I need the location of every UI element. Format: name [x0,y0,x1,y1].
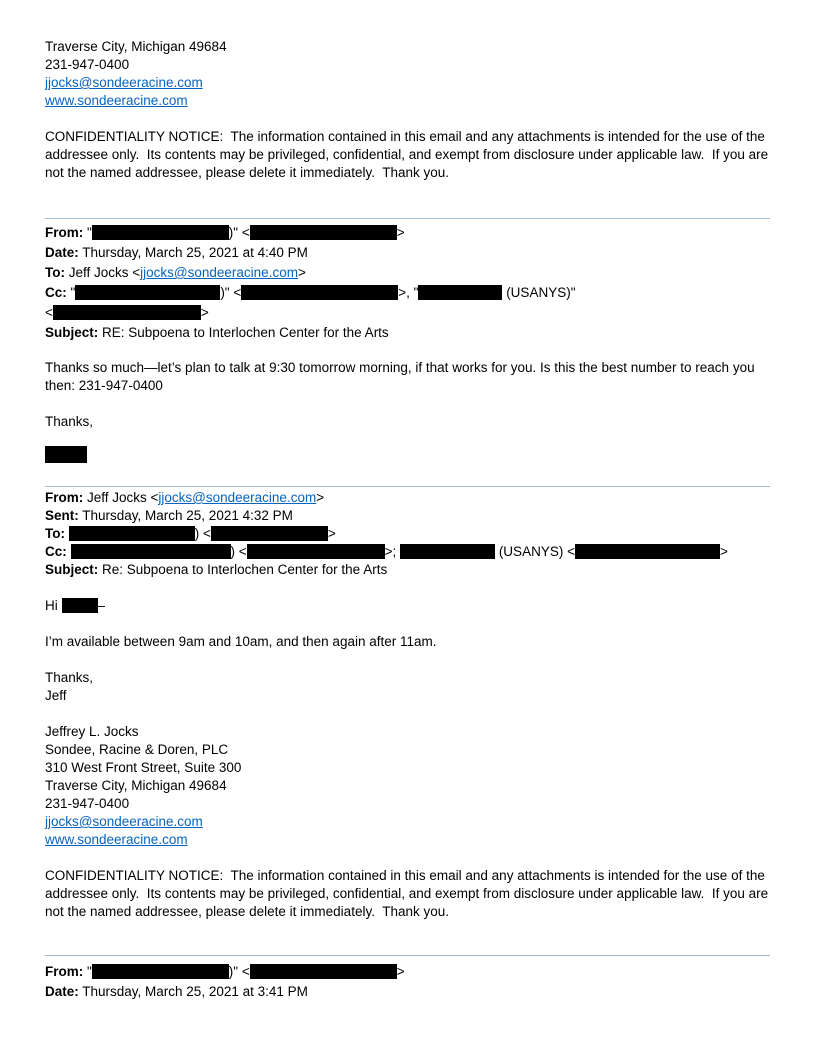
redaction-bar [211,526,328,541]
redaction-bar [575,544,720,559]
field-label: From: [45,964,84,979]
redaction-bar [75,285,220,300]
email-address-link[interactable]: jjocks@sondeeracine.com [45,814,203,829]
signature-name-line: Jeffrey L. Jocks [45,724,139,739]
email1-header [45,223,771,343]
redaction-bar [418,285,502,300]
redaction-bar [250,225,397,240]
field-label: Cc: [45,285,67,300]
field-label: To: [45,526,65,541]
website-link[interactable]: www.sondeeracine.com [45,832,188,847]
field-label: To: [45,265,65,280]
email2-body-line: I’m available between 9am and 10am, and then again after 11am. [45,634,437,649]
body-text-line: Thanks so much—let’s plan to talk at 9:30 tomorrow morning, if that works for you. Is this the best number to reach you [45,360,755,375]
body-text-line: then: 231-947-0400 [45,378,163,393]
to-line: To: ) < > [45,526,336,541]
message-divider [45,486,770,487]
field-label: Cc: [45,544,67,559]
cc-line: Cc: " )" < >, " (USANYS)" [45,285,576,300]
subject-line: Subject: RE: Subpoena to Interlochen Center for the Arts [45,325,389,340]
signature-phone-line: 231-947-0400 [45,57,130,72]
redacted-signature-name [45,446,87,463]
email2-closing [45,669,771,705]
signature-city-line: Traverse City, Michigan 49684 [45,39,227,54]
redaction-bar [247,544,385,559]
field-label: Subject: [45,325,99,340]
cc-line-continued: < > [45,305,209,320]
redaction-bar [92,225,229,240]
field-label: Subject: [45,562,99,577]
redaction-bar [69,526,195,541]
email-address-link[interactable]: jjocks@sondeeracine.com [140,265,298,280]
notice-line: CONFIDENTIALITY NOTICE: The information contained in this email and any attachments is intended for the use of the [45,129,765,144]
date-line: Date: Thursday, March 25, 2021 at 4:40 PM [45,245,308,260]
signature-phone-line: 231-947-0400 [45,796,130,811]
field-label: From: [45,490,84,505]
email2-signature-block [45,723,771,849]
notice-line: not the named addressee, please delete it immediately. Thank you. [45,904,449,919]
message-divider [45,218,770,219]
notice-line: addressee only. Its contents may be privileged, confidential, and exempt from disclosure under applicable law. If you are [45,886,769,901]
notice-line: CONFIDENTIALITY NOTICE: The information contained in this email and any attachments is intended for the use of the [45,868,765,883]
email3-header [45,962,771,1002]
field-label: Date: [45,245,79,260]
email2-greeting: Hi – [45,598,106,613]
subject-line: Subject: Re: Subpoena to Interlochen Center for the Arts [45,562,388,577]
email2-header [45,489,771,579]
redaction-bar [400,544,495,559]
redaction-bar [53,305,201,320]
redaction-bar [92,964,229,979]
redaction-bar [71,544,231,559]
sent-line: Sent: Thursday, March 25, 2021 4:32 PM [45,508,293,523]
signature-firm-line: Sondee, Racine & Doren, PLC [45,742,229,757]
to-line: To: Jeff Jocks <jjocks@sondeeracine.com> [45,265,306,280]
field-label: Sent: [45,508,79,523]
from-line: From: " )" < > [45,225,405,240]
notice-line: addressee only. Its contents may be privileged, confidential, and exempt from disclosure under applicable law. If you are [45,147,769,162]
redaction-bar [250,964,397,979]
website-link[interactable]: www.sondeeracine.com [45,93,188,108]
cc-line: Cc: ) < >; (USANYS) < > [45,544,728,559]
closing-thanks: Thanks, [45,670,94,685]
signature-city-line: Traverse City, Michigan 49684 [45,778,227,793]
confidentiality-notice [45,128,771,182]
redaction-bar [62,598,98,613]
field-label: From: [45,225,84,240]
confidentiality-notice [45,867,771,921]
closing-name: Jeff [45,688,67,703]
email-address-link[interactable]: jjocks@sondeeracine.com [158,490,317,505]
redaction-bar [241,285,398,300]
email1-body [45,359,771,395]
email1-closing: Thanks, [45,414,94,429]
from-line: From: " )" < > [45,964,405,979]
signature-street-line: 310 West Front Street, Suite 300 [45,760,242,775]
message-divider [45,955,770,956]
email-address-link[interactable]: jjocks@sondeeracine.com [45,75,203,90]
field-label: Date: [45,984,79,999]
from-line: From: Jeff Jocks <jjocks@sondeeracine.com> [45,490,325,505]
top-signature-block [45,38,771,110]
date-line: Date: Thursday, March 25, 2021 at 3:41 PM [45,984,308,999]
notice-line: not the named addressee, please delete it immediately. Thank you. [45,165,449,180]
